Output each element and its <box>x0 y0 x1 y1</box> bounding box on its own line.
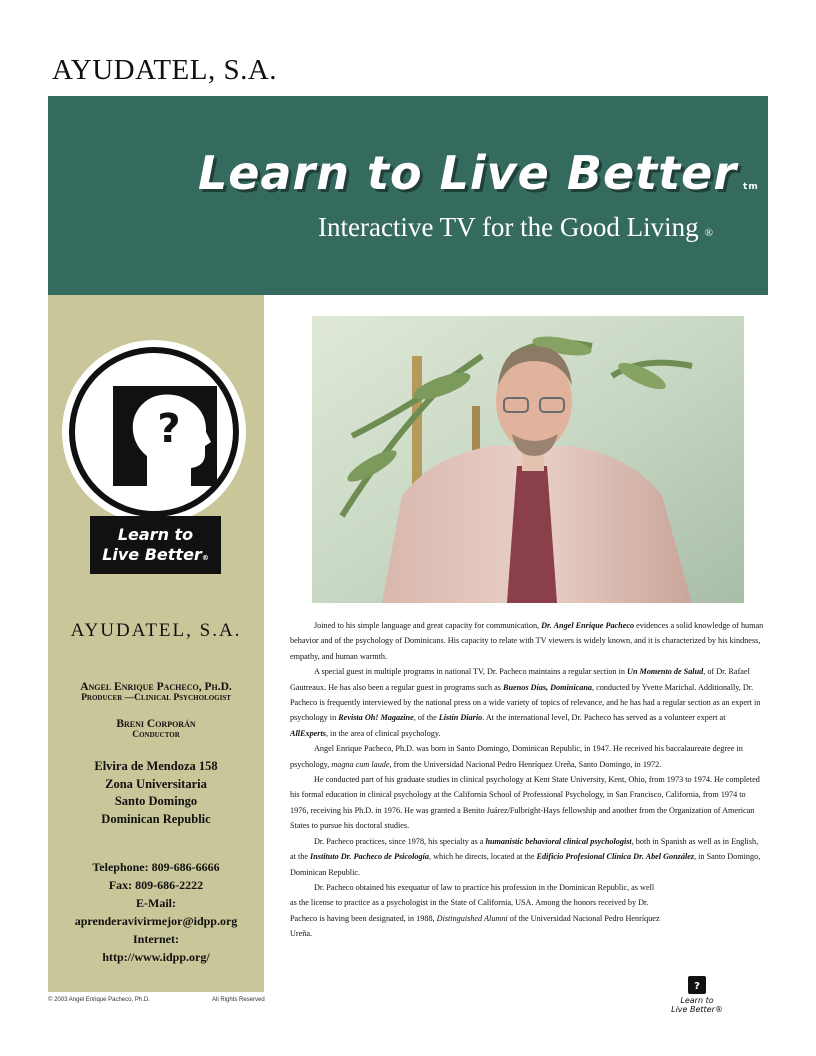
logo-registered-mark: ® <box>201 554 209 562</box>
bio-text: , which he directs, located at the <box>428 852 537 862</box>
telephone: Telephone: 809-686-6666 <box>92 860 220 874</box>
contact-block <box>48 858 264 966</box>
address-block <box>48 758 264 828</box>
bio-emphasis: Dr. Angel Enrique Pacheco <box>541 621 635 630</box>
conductor-block <box>48 718 264 740</box>
bio-text: , conducted by Yvette Marichal. Additionally, Dr. Pacheco is frequently interviewed by the national press on a wide variety of topics of relevance, and he has had a regular section as an expert in psychology in <box>290 682 761 723</box>
email-label: E-Mail: <box>136 896 176 910</box>
address-line: Santo Domingo <box>114 794 198 808</box>
company-name: AYUDATEL, <box>52 54 216 86</box>
company-name-header <box>52 54 277 87</box>
bio-text: , in the area of clinical psychology. <box>325 728 441 738</box>
sidebar-company <box>48 620 264 642</box>
mini-logo-text <box>664 996 730 1014</box>
bio-paragraph <box>290 618 764 664</box>
mini-head-question-icon <box>688 976 706 994</box>
bio-paragraph <box>290 880 660 942</box>
fax: Fax: 809-686-2222 <box>108 878 204 892</box>
sidebar-company-name: AYUDATEL, <box>70 620 193 641</box>
conductor-name: Breni Corporán <box>116 718 196 730</box>
bio-emphasis: Listín Diario <box>438 713 483 723</box>
sidebar <box>48 295 264 992</box>
address-line: Elvira de Mendoza 158 <box>94 759 218 773</box>
bio-text: Angel Enrique Pacheco, Ph.D. was born in Santo Domingo, Dominican Republic, in 1947. He received his baccalaureate degree in psychology, <box>290 744 743 769</box>
bio-text: Dr. Pacheco practices, since 1978, his specialty as a <box>314 836 486 846</box>
bio-text: , both in Spanish as well as in English, at the <box>290 836 759 862</box>
bio-paragraph: He conducted part of his graduate studies in clinical psychology at Kent State University, Kent, Ohio, from 1973 to 1974. He completed his formal education in clinical psychology at the California School of Professional Psychology, in San Francisco, California, from 1974 to 1976, receiving his Ph.D. in 1976. He was granted a Benito Juárez/Fulbright-Hays fellowship and another from the Organization of American States to pursue his doctoral studies. <box>290 775 760 831</box>
logo-text-line2: Live Better <box>102 545 202 564</box>
bio-emphasis: Un Momento de Salud <box>627 667 704 677</box>
banner-title <box>198 146 759 200</box>
rights-reserved: All Rights Reserved <box>212 997 265 1003</box>
producer-name: Angel Enrique Pacheco, Ph.D. <box>80 681 232 693</box>
bio-emphasis: magna cum laude <box>331 759 390 769</box>
email-link[interactable]: aprenderavivirmejor@idpp.org <box>74 914 238 928</box>
producer-title: Producer —Clinical Psychologist <box>81 693 231 703</box>
bio-emphasis: Revista Oh! Magazine <box>338 713 414 723</box>
mini-logo <box>664 976 730 1014</box>
bio-text: Joined to his simple language and great capacity for communication, <box>314 621 542 630</box>
banner-title-text: Learn to Live Better <box>198 146 738 200</box>
svg-text:?: ? <box>694 981 700 992</box>
bio-paragraph <box>290 834 764 880</box>
logo-text-box <box>90 516 221 574</box>
address-line: Dominican Republic <box>101 811 211 826</box>
mini-logo-line2: Live Better® <box>671 1005 723 1014</box>
biography-text <box>290 618 764 942</box>
mini-logo-line1: Learn to <box>680 996 714 1005</box>
bio-text: A special guest in multiple programs in national TV, Dr. Pacheco maintains a regular section in <box>314 667 628 677</box>
conductor-title: Conductor <box>132 730 180 740</box>
bio-text: , of Dr. Rafael Gautreaux. He has also been a regular guest in programs such as <box>290 667 750 692</box>
bio-text: evidences a solid knowledge of human behavior and of the psychology of Dominicans. His capacity to relate with TV viewers is widely known, and it is characterized by his kindness, empathy, and human warmth. <box>290 621 764 661</box>
bio-emphasis: Instituto Dr. Pacheco de Psicología <box>310 852 429 862</box>
banner <box>48 96 768 295</box>
registered-mark: ® <box>704 227 714 239</box>
banner-subtitle-text: Interactive TV for the Good Living <box>318 212 699 242</box>
bio-emphasis: Buenos Días, Dominicana <box>503 682 592 692</box>
bio-text: . At the international level, Dr. Pacheco has served as a volunteer expert at <box>482 713 726 723</box>
internet-label: Internet: <box>133 932 179 946</box>
bio-paragraph <box>290 741 764 772</box>
bio-text: , in Santo Domingo, Dominican Republic. <box>290 852 761 877</box>
svg-text:?: ? <box>157 406 181 452</box>
trademark-mark: tm <box>743 182 759 192</box>
bio-emphasis: AllExperts <box>290 728 326 738</box>
copyright: © 2003 Angel Enrique Pacheco, Ph.D. <box>48 997 150 1003</box>
sidebar-company-suffix: S.A. <box>199 620 242 641</box>
website-link[interactable]: http://www.idpp.org/ <box>102 950 210 964</box>
bio-text: of the Universidad Nacional Pedro Henríquez Ureña. <box>290 913 660 939</box>
company-suffix: S.A. <box>223 54 278 86</box>
bio-emphasis: Edificio Profesional Clínica Dr. Abel González <box>536 852 695 862</box>
bio-text: Dr. Pacheco obtained his exequatur of law to practice his profession in the Dominican Republic, as well as the license to practice as a psychologist in the State of California, USA. Among the honors received by Dr. Pacheco is having been designated, in 1988, <box>290 882 655 923</box>
logo <box>62 340 246 524</box>
bio-paragraph <box>290 664 764 741</box>
portrait-photo <box>312 316 744 603</box>
producer-block <box>48 681 264 703</box>
logo-text-line1: Learn to <box>117 525 194 544</box>
bio-emphasis: humanistic behavioral clinical psychologist <box>485 836 632 846</box>
bio-text: , of the <box>413 713 439 723</box>
head-question-icon <box>113 386 217 486</box>
logo-text-line2-wrap <box>90 545 221 568</box>
bio-text: , from the Universidad Nacional Pedro Henríquez Ureña, Santo Domingo, in 1972. <box>389 759 662 769</box>
bio-emphasis: Distinguished Alumni <box>436 913 508 923</box>
address-line: Zona Universitaria <box>105 776 207 791</box>
banner-subtitle <box>318 212 713 243</box>
